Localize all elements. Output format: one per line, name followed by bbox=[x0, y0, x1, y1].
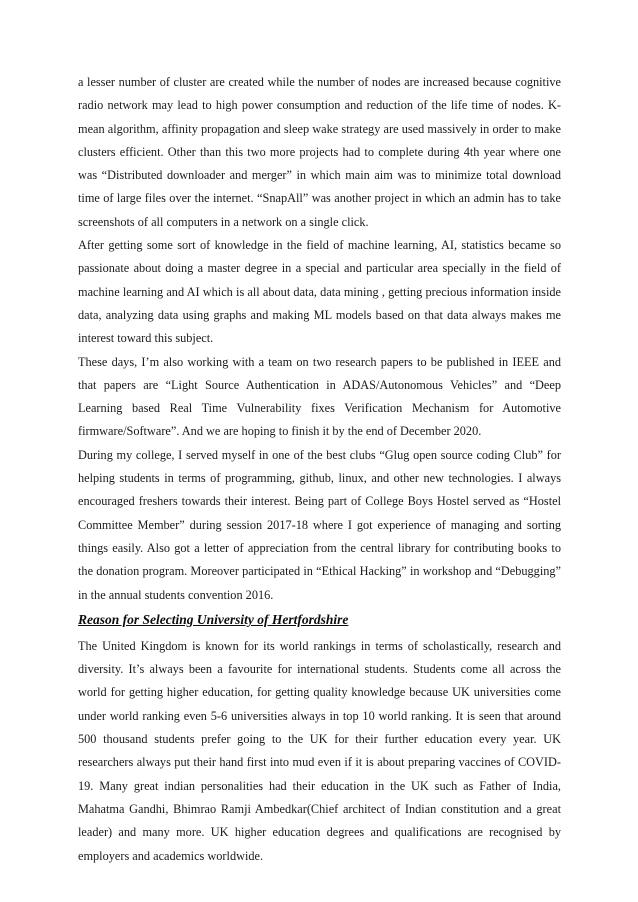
paragraph-research: These days, I’m also working with a team on two research papers to be published in IEEE and that papers are “Light Source Authentication in ADAS/Autonomous Vehicles” and “Deep Learning based Real Time Vulnerability fixes Verification Mechanism for Automotive firmware/Software”. And we are hoping to finish it by the end of December 2020. bbox=[78, 354, 561, 439]
document-body bbox=[78, 71, 561, 868]
paragraph-motivation: After getting some sort of knowledge in the field of machine learning, AI, statistics became so passionate about doing a master degree in a special and particular area specially in the field of machine learning and AI which is all about data, data mining , getting precious information inside data, analyzing data using graphs and making ML models based on that data always makes me interest toward this subject. bbox=[78, 238, 561, 346]
paragraph-projects: a lesser number of cluster are created while the number of nodes are increased because cognitive radio network may lead to high power consumption and reduction of the life time of nodes. K-mean algorithm, affinity propagation and sleep wake strategy are used massively in order to make clusters efficient. Other than this two more projects had to complete during 4th year where one was “Distributed downloader and merger” in which main aim was to minimize total download time of large files over the internet. “SnapAll” was another project in which an admin has to take screenshots of all computers in a network on a single click. bbox=[78, 75, 561, 229]
section-heading: Reason for Selecting University of Hertfordshire bbox=[78, 611, 349, 627]
paragraph-uk-reasons: The United Kingdom is known for its world rankings in terms of scholastically, research and diversity. It’s always been a favourite for international students. Students come all across the world for getting higher education, for getting quality knowledge because UK universities come under world ranking even 5-6 universities always in top 10 world ranking. It is seen that around 500 thousand students prefer going to the UK for their further education every year. UK researchers always put their hand first into mud even if it is about preparing vaccines of COVID-19. Many great indian personalities had their education in the UK such as Father of India, Mahatma Gandhi, Bhimrao Ramji Ambedkar(Chief architect of Indian constitution and a great leader) and many more. UK higher education degrees and qualifications are recognised by employers and academics worldwide. bbox=[78, 638, 561, 863]
paragraph-college-activities: During my college, I served myself in one of the best clubs “Glug open source coding Club” for helping students in terms of programming, github, linux, and other new technologies. I always encouraged freshers towards their interest. Being part of College Boys Hostel served as “Hostel Committee Member” during session 2017-18 where I got experience of managing and sorting things easily. Also got a letter of appreciation from the central library for contributing books to the donation program. Moreover participated in “Ethical Hacking” in workshop and “Debugging” in the annual students convention 2016. bbox=[78, 447, 561, 602]
